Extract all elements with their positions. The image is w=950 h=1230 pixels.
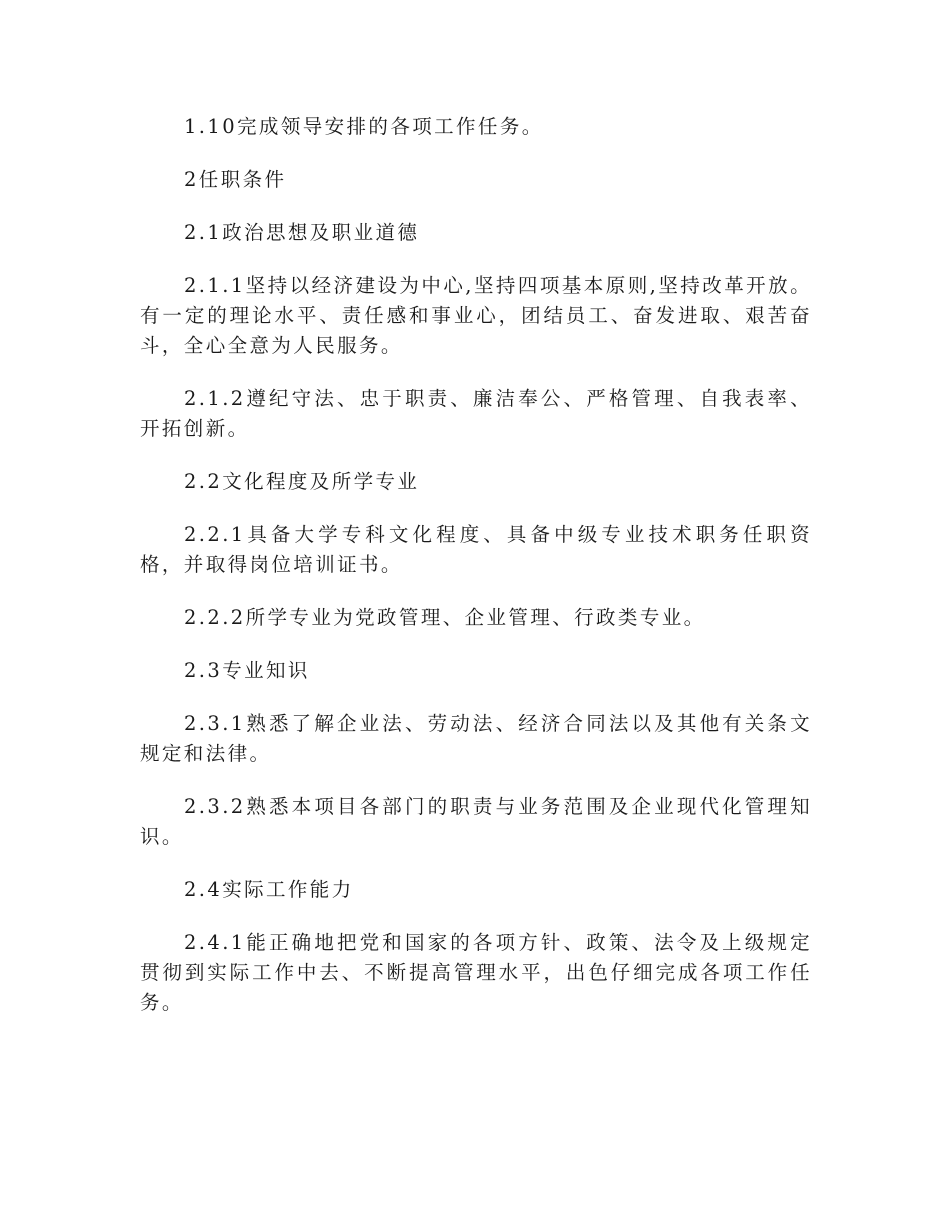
section-heading-2-1: 2.1政治思想及职业道德 bbox=[184, 221, 420, 244]
section-heading-2-4: 2.4实际工作能力 bbox=[184, 878, 354, 901]
section-heading-2: 2任职条件 bbox=[184, 168, 287, 191]
paragraph-2-1-2: 2.1.2遵纪守法、忠于职责、廉洁奉公、严格管理、自我表率、开拓创新。 bbox=[140, 387, 812, 440]
paragraph-2-3-1: 2.3.1熟悉了解企业法、劳动法、经济合同法以及其他有关条文规定和法律。 bbox=[140, 712, 812, 765]
paragraph-1-10: 1.10完成领导安排的各项工作任务。 bbox=[184, 115, 544, 138]
paragraph-2-4-1: 2.4.1能正确地把党和国家的各项方针、政策、法令及上级规定贯彻到实际工作中去、不断提高管理水平，出色仔细完成各项工作任务。 bbox=[140, 931, 812, 1014]
section-heading-2-3: 2.3专业知识 bbox=[184, 659, 310, 682]
section-heading-2-2: 2.2文化程度及所学专业 bbox=[184, 470, 420, 493]
paragraph-2-3-2: 2.3.2熟悉本项目各部门的职责与业务范围及企业现代化管理知识。 bbox=[140, 795, 812, 848]
paragraph-2-2-1: 2.2.1具备大学专科文化程度、具备中级专业技术职务任职资格，并取得岗位培训证书。 bbox=[140, 523, 812, 576]
paragraph-2-2-2: 2.2.2所学专业为党政管理、企业管理、行政类专业。 bbox=[184, 606, 706, 629]
document-body bbox=[140, 112, 812, 1041]
paragraph-2-1-1: 2.1.1坚持以经济建设为中心,坚持四项基本原则,坚持改革开放。有一定的理论水平、责任感和事业心，团结员工、奋发进取、艰苦奋斗，全心全意为人民服务。 bbox=[140, 274, 812, 357]
